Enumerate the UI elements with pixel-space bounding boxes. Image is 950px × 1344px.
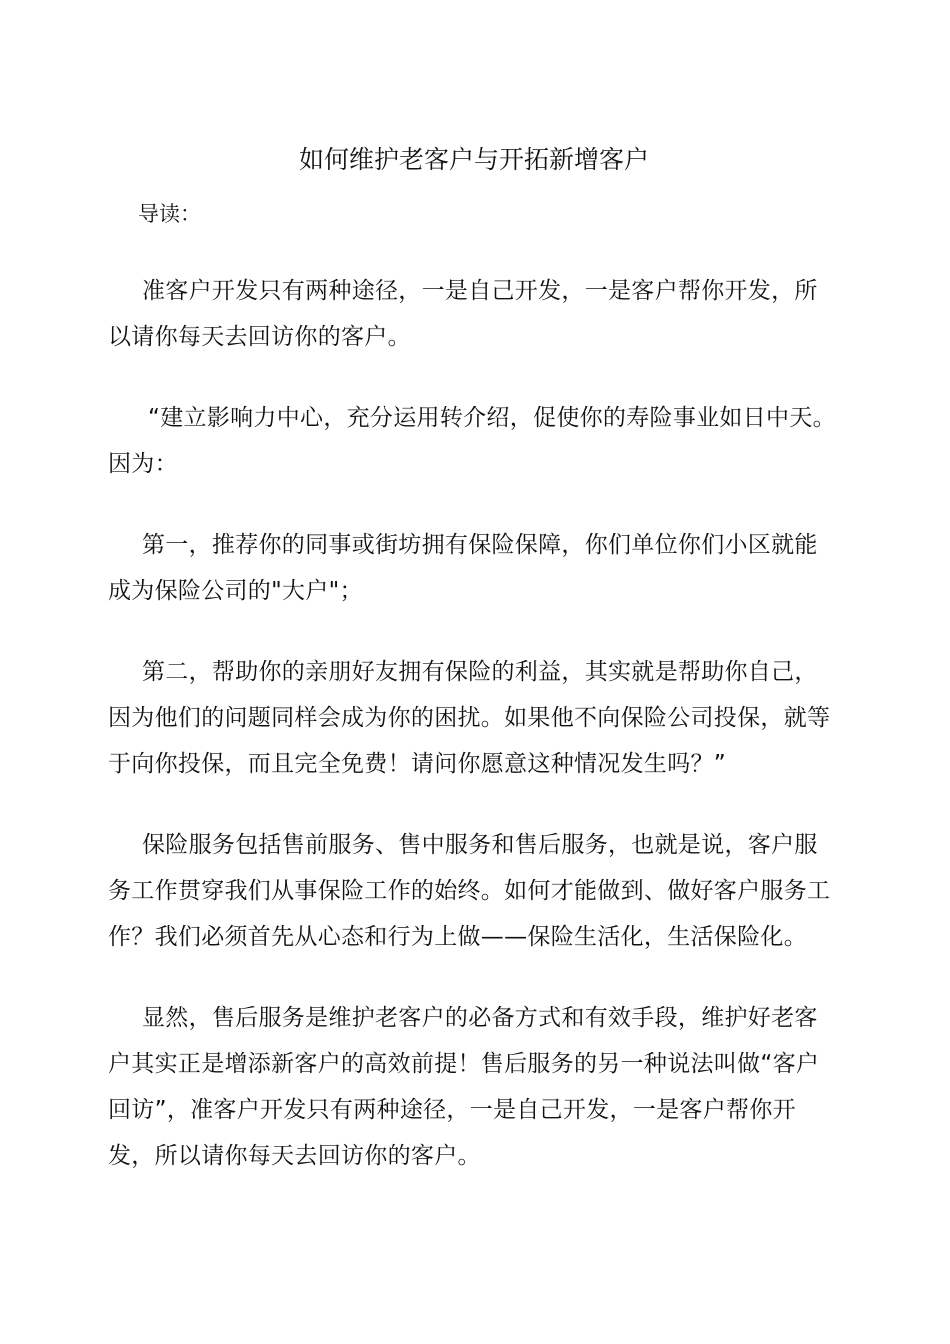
paragraph-6: 显然，售后服务是维护老客户的必备方式和有效手段，维护好老客户其实正是增添新客户的高效前提！售后服务的另一种说法叫做“客户回访”，准客户开发只有两种途径，一是自己开发，一是客户帮你开发，所以请你每天去回访你的客户。 (108, 1005, 820, 1169)
intro-label: 导读： (138, 202, 201, 226)
paragraph-1: 准客户开发只有两种途径，一是自己开发，一是客户帮你开发，所以请你每天去回访你的客户。 (108, 278, 818, 350)
paragraph-5: 保险服务包括售前服务、售中服务和售后服务，也就是说，客户服务工作贯穿我们从事保险工作的始终。如何才能做到、做好客户服务工作？我们必须首先从心态和行为上做——保险生活化，生活保险化。 (108, 832, 831, 950)
paragraph-4: 第二，帮助你的亲朋好友拥有保险的利益，其实就是帮助你自己，因为他们的问题同样会成为你的困扰。如果他不向保险公司投保，就等于向你投保，而且完全免费！请问你愿意这种情况发生吗？” (108, 659, 831, 777)
document-title: 如何维护老客户与开拓新增客户 (298, 145, 649, 174)
paragraph-2: “建立影响力中心，充分运用转介绍，促使你的寿险事业如日中天。因为： (108, 405, 836, 477)
paragraph-3: 第一，推荐你的同事或街坊拥有保险保障，你们单位你们小区就能成为保险公司的"大户"； (108, 532, 818, 604)
